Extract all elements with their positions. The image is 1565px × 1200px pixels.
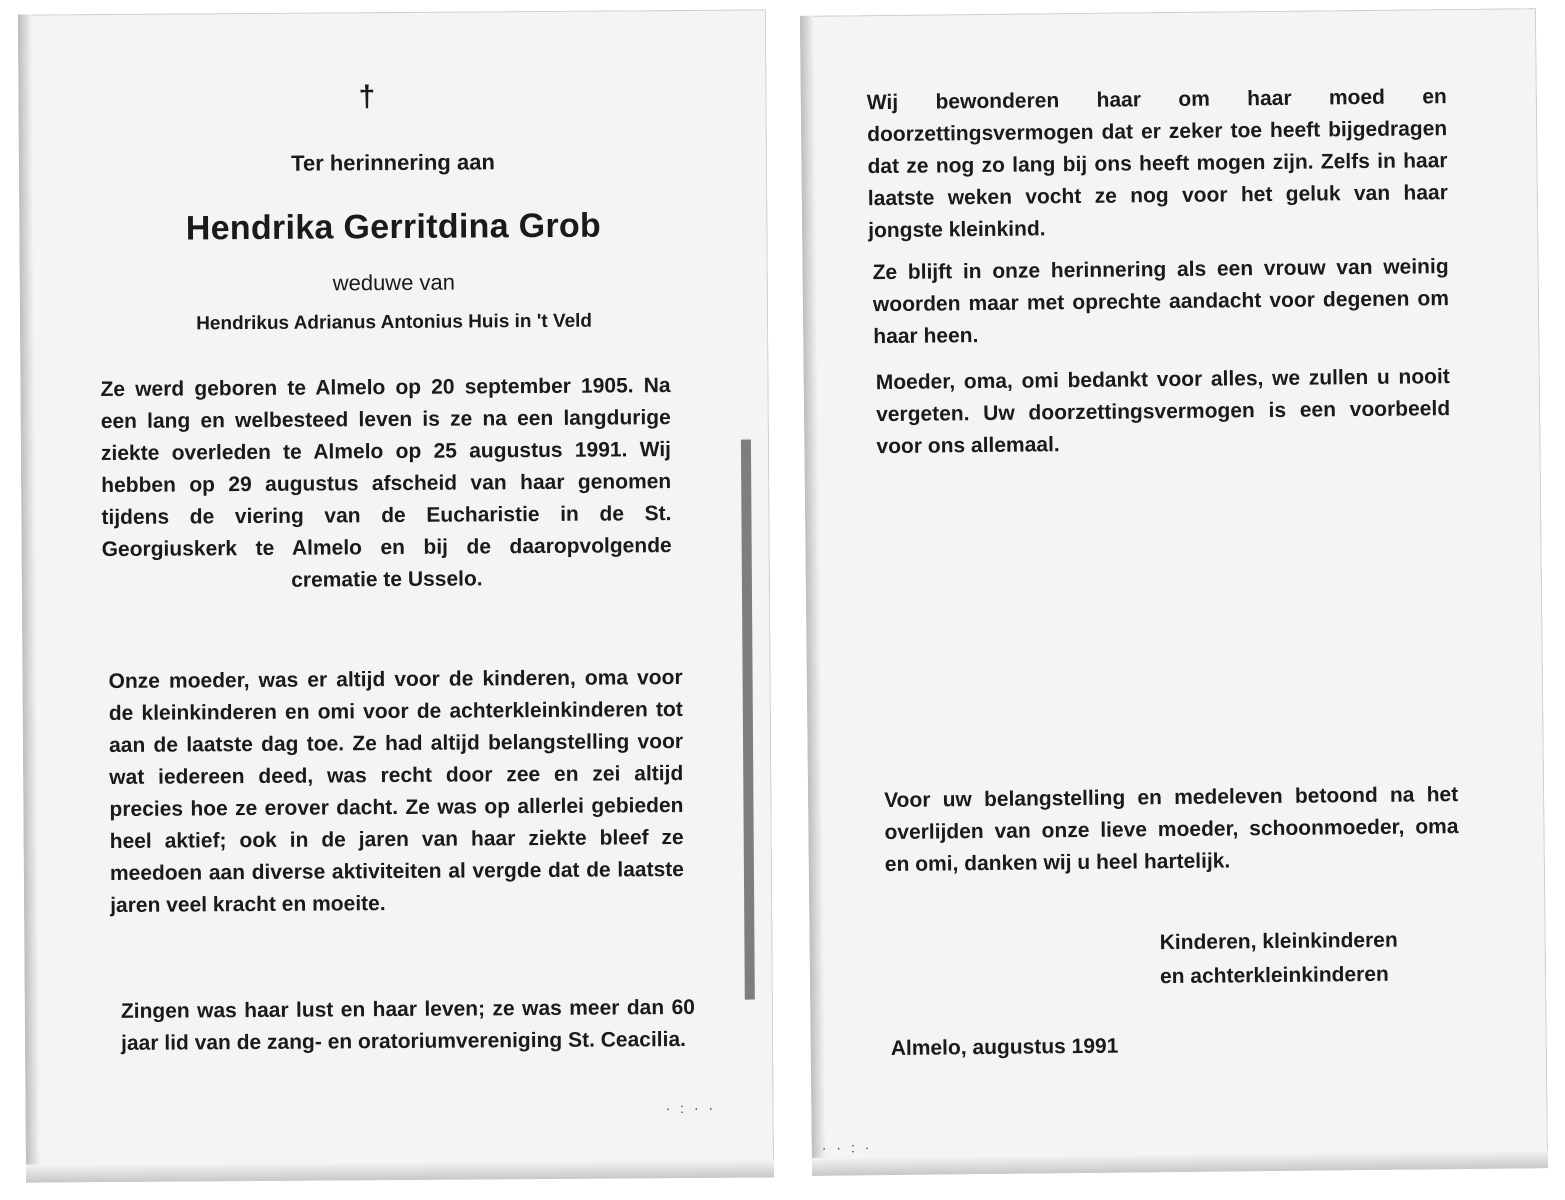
- paper-edge-shadow: [18, 15, 40, 1183]
- memorial-card-right: [800, 8, 1548, 1176]
- fold-edge-mark: [741, 440, 755, 1000]
- husband-name: Hendrikus Adrianus Antonius Huis in 't Veld: [196, 310, 593, 335]
- print-specks: · · : ·: [821, 1139, 873, 1156]
- paper-edge-shadow: [800, 16, 826, 1176]
- remembrance-heading: Ter herinnering aan: [291, 149, 495, 176]
- mother-paragraph: Onze moeder, was er altijd voor de kinderen, oma voor de kleinkinderen en omi voor de achterkleinkinderen tot aan de laatste dag toe. Ze had altijd belangstelling voor wat iedereen deed, was recht door zee en zei altijd precies hoe ze erover dacht. Ze was op allerlei gebieden heel aktief; ook in de jaren van haar ziekte bleef ze meedoen aan diverse aktiviteiten al vergde dat de laatste jaren veel kracht en moeite.: [108, 666, 684, 918]
- paper-bottom-edge: [812, 1150, 1548, 1176]
- singing-paragraph: Zingen was haar lust en haar leven; ze was meer dan 60 jaar lid van de zang- en oratoriumvereniging St. Ceacilia.: [120, 995, 695, 1055]
- paper-bottom-edge: [26, 1159, 774, 1182]
- signature-block: [1159, 924, 1398, 994]
- cross-icon: †: [358, 80, 376, 114]
- place-date: Almelo, augustus 1991: [890, 1034, 1119, 1060]
- admiration-paragraph: Wij bewonderen haar om haar moed en doorzettingsvermogen dat er zeker toe heeft bijgedragen dat ze nog zo lang bij ons heeft mogen zijn. Zelfs in haar laatste weken vocht ze nog voor het geluk van haar jongste kleinkind.: [866, 85, 1448, 243]
- print-specks: · : · ·: [665, 1099, 717, 1117]
- signature-line: en achterkleinkinderen: [1159, 962, 1389, 989]
- signature-line: Kinderen, kleinkinderen: [1159, 928, 1398, 955]
- memorial-card-left: [18, 9, 774, 1182]
- deceased-name: Hendrika Gerritdina Grob: [185, 206, 602, 248]
- birth-death-paragraph: Ze werd geboren te Almelo op 20 september 1905. Na een lang en welbesteed leven is ze na een langdurige ziekte overleden te Almelo op 25 augustus 1991. Wij hebben op 29 augustus afscheid van haar genomen tijdens de viering van de Eucharistie in de St. Georgiuskerk te Almelo en bij de daaropvolgende crematie te Usselo.: [100, 374, 672, 592]
- widow-of-label: weduwe van: [332, 269, 456, 296]
- acknowledgement-paragraph: Voor uw belangstelling en medeleven betoond na het overlijden van onze lieve moeder, schoonmoeder, oma en omi, danken wij u heel hartelijk.: [884, 783, 1459, 877]
- memory-paragraph: Ze blijft in onze herinnering als een vrouw van weinig woorden maar met oprechte aandacht voor degenen om haar heen.: [872, 255, 1450, 349]
- thanks-mother-paragraph: Moeder, oma, omi bedankt voor alles, we zullen u nooit vergeten. Uw doorzettingsvermogen is een voorbeeld voor ons allemaal.: [875, 365, 1451, 459]
